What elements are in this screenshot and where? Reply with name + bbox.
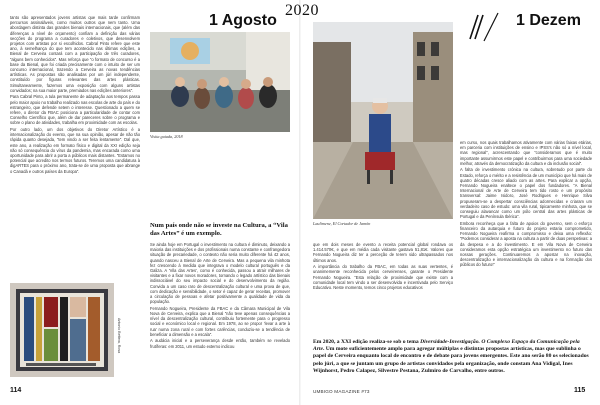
paragraph: tanto são apresentados jovens artistas que mais tarde confirmam percursos assinaláveis, como muitos outros que nem tanto. Uma abordagem distinta das grandes bienais internacionais, que (além das diferenças a nível de orçamento) confiam a definição das várias secções do programa a curadores e coletivos, que desenvolvem projetos com artistas por si escolhidos. Cabral Pinto refere que este ano, à semelhança do que tem acontecido nas últimas edições, a Bienal de Cerveira contará com a participação de três curadores, “alguns bem conhecidos”. Mas reforça que “o formato de concurso é a base da Bienal, que foi criada precisamente com o intuito de ser um concurso internacional, trazendo a Cerveira as novas tendências artísticas. As propostas são analisadas por um júri independente, constituído por figuras relevantes das artes plásticas. Simultaneamente, fazemos uma exposição com alguns artistas convidados; na sua maior parte, premiados nas edições anteriores”. bbox=[10, 15, 140, 93]
guided-visit-image bbox=[150, 32, 290, 132]
pull-quote: Num país onde não se investe na Cultura, a “Vila das Artes” é um exemplo. bbox=[150, 222, 288, 237]
right-column-2 bbox=[460, 140, 592, 332]
intro-rest: . Um mote suficientemente amplo para agregar múltiplas e distintas propostas artísticas, mas que sublinha o papel de Cerveira enquanto local de encontro e de debate para jovens emergentes. Este ano serão 80 os selecionados pelo júri, a que se juntam um grupo de artistas convidados pela organização, onde constam Ana Vidigal, Ines Wijnhorst, Pedro Calapez, Silvestre Pestana, Zulmiro de Carvalho, entre outros. bbox=[313, 346, 589, 374]
right-column-1 bbox=[313, 242, 453, 332]
paragraph: que em dois meses de evento a receita potencial global rondava os 1.414.570€, e que em média cada visitante gastava 51,81€. Valores que Fernando Nogueira diz ter a perceção de terem sido ultrapassados nos últimos anos. bbox=[313, 242, 453, 263]
artwork-credit-text: Antonio Bettera, Rosa bbox=[117, 318, 121, 354]
photo-caption-left: Visita guiada, 2018 bbox=[150, 134, 183, 139]
paragraph: A importância do trabalho da FBAC, em todas as suas vertentes, é unanimemente reconhecida pelos cerveirenses, garante o Presidente Fernando Nogueira. “Esta relação de proximidade que existe com a comunidade local tem vindo a ser desenvolvida e incentivada pelo Serviço Educativo. Neste momento, temos cinco projetos educativos bbox=[313, 264, 453, 291]
slash-marks-graphic bbox=[464, 12, 504, 42]
paragraph: Para Cabral Pinto, a tula permanente de adaptação aos tempos passa pelo maior apoio no trabalho realizado nas escolas de arte do país e do estrangeiro, que defende setem o interesse. Questionado a quem se refere, o diretor da FBAC posiciona a particularidade de contar com Conselho Científico que, além de dar pareceres sobre o programa e sobre o plano de atividades, trabalha em proximidade com as escolas. bbox=[10, 94, 140, 126]
page-number-right: 115 bbox=[574, 387, 586, 394]
paragraph: Por outro lado, um dos objetivos do Diretor Artístico é a internacionalização do evento, que na sua opinião, apesar de não tão rápida quanto desejada, “tem vindo a ser feita lentamente”. Dal que, este ano, a realização em formato físico e digital da XXI edição seja não só consequência do vírus da pandemia, mas encarada como uma oportunidade para abrir a porta a públicos mais distantes. “Estamos no potencial que acredito nos termos futuros. Teremos uma candidatura à digARTES para o próximo ano, trata-se de uma proposta que abrange o Canadá e outros países da Europa”. bbox=[10, 127, 140, 174]
paragraph: Se ainda hoje em Portugal o investimento na cultura é diminuto, deixando a maioria das instituições e dos profissionais numa constante e confrangedora situação de precariedade, o contexto não seria muito diferente há 42 anos, quando nasceu a Bienal de Arte de Cerveira. Mas a pequena vila minhota fez crescendo à medida que integrava o modelo cultural português e da Galiza. A ‘Vila das Artes’, como é conhecida, passou a atrair milhares de visitantes e a fixar novos moradores, tornando o legado artístico das bienais indissociável do seu impacto social e do desenvolvimento da região. Convida a um caso raro de descentralização cultural e uma prova de que, com dedicação e sensibilidade, o setor é capaz de gerar receitas, promover a circulação de pessoas e afetar positivamente a qualidade de vida da população. bbox=[150, 242, 290, 305]
page-number-left: 114 bbox=[10, 387, 22, 394]
artwork-image bbox=[10, 283, 114, 377]
left-column-1 bbox=[10, 15, 140, 277]
paragraph: A falta de investimento crónica na cultura, sobretudo por parte do Estado, reforça o mérito e a resistência de um município que há mais de quatro décadas cresce aliado com as artes. Para explicar a opção, Fernando Nogueira enaltece o papel dos fundadores. “A Bienal Internacional de Arte de Cerveira tem tido rosto e um propósito transversal: Jaime Isidoro, José Rodrigues e Henrique Silva propuseram-se a despertar consciências adormecidas e criaram um verdadeiro caso de estudo: uma vila rural, tipicamente minhota, que se conseguiu alavancar como um pólo central das artes plásticas de Portugal e da Península Ibérica”. bbox=[460, 167, 592, 220]
year-title: 2020 bbox=[285, 2, 319, 19]
street-performance-photo bbox=[313, 22, 453, 219]
left-column-2 bbox=[150, 242, 290, 382]
paragraph: A audácia inicial e a perseverança desde então, também se revelado frutíferas: em 2011, um estudo externo indicou bbox=[150, 338, 290, 349]
artwork-photo bbox=[10, 283, 114, 377]
photo-caption-right: Laulimene, El Cortador de Jamón bbox=[313, 221, 371, 226]
paragraph: em curso, nos quais trabalhamos ativamente com várias faixas etárias, em parceria com instituições de ensino e IPSS’s não só a nível local, mas regional”, acrescentando que “consideramos que é muito importante assumirmos este papel e contribuirmos para uma sociedade melhor, através da democratização da cultura e da inclusão social”. bbox=[460, 140, 592, 166]
street-performance-image bbox=[313, 22, 453, 219]
paragraph: Embora reconheça que a falta de apoios do governo, sem o esforço financeiro da autarquia e futuro do projeto estaria comprometido, Fernando Nogueira reafirma o compromisso e deixa uma reflexão: “Podemos considerar a aposta na cultura a partir de duas perspetivas: a da despesa e a do investimento. E em Vila Nova de Cerveira consideramos esta opção estratégica um investimento no futuro das nossas gerações. Continuaremos a apostar na inovação, descentralização e internacionalização da cultura e na formação dos públicos do futuro!” bbox=[460, 220, 592, 268]
page-gutter bbox=[299, 0, 301, 405]
intro-lead: Em 2020, a XXI edição realiza-se sob o tema bbox=[313, 339, 421, 345]
date-start: 1 Agosto bbox=[209, 12, 277, 29]
artwork-credit bbox=[116, 318, 121, 368]
date-end: 1 Dezem bbox=[516, 12, 581, 29]
paragraph: Fernando Nogueira, Presidente da FBAC e da Câmara Municipal de Vila Nova de Cerveira, explica que a Bienal “não teve apenas consequências a nível da descentralização cultural, contribuiu fortemente para o progresso social e económico local e regional. Em 1978, ao se propor ‘levar a arte à rua’ numa zona rural e com fortes carências, conduziu-se a tendência de beneficiar a dimensão e a escala”. bbox=[150, 305, 290, 337]
intro-theme: Diversidade-Investigação. O Complexo Espaço da Comunicação pela Arte bbox=[313, 339, 580, 353]
guided-visit-photo bbox=[150, 32, 290, 132]
magazine-name: UMBIGO MAGAZINE #73 bbox=[313, 389, 370, 394]
edition-intro bbox=[313, 339, 589, 375]
